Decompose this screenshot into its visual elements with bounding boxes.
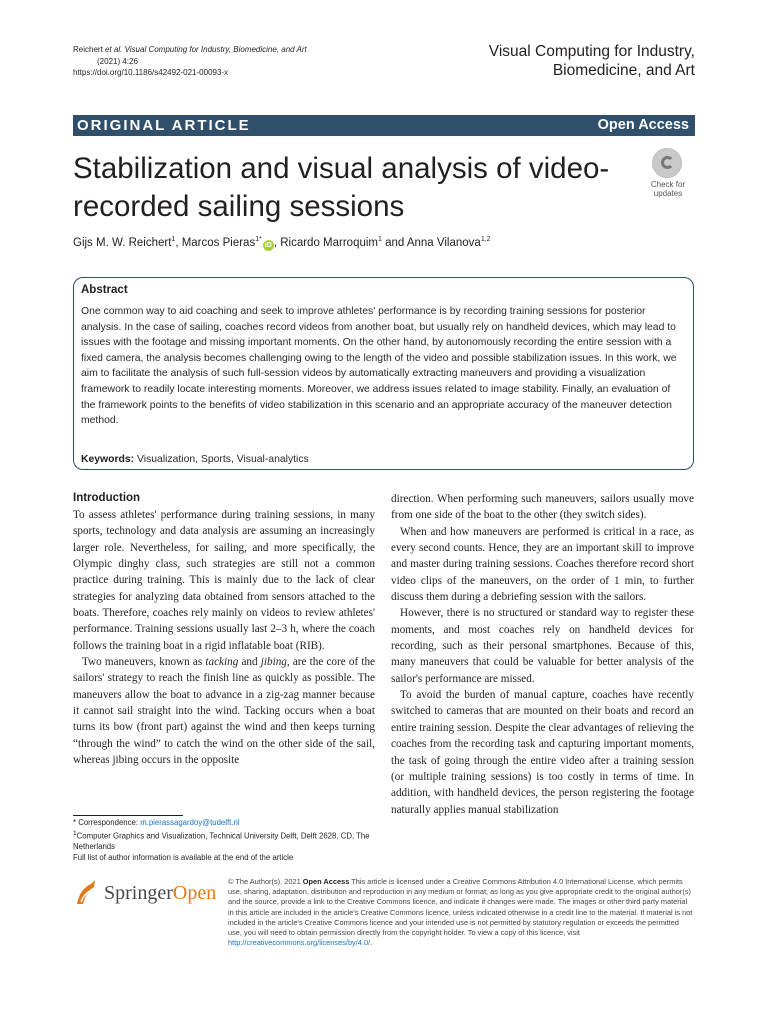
footnotes: [73, 818, 375, 864]
license-url-link[interactable]: http://creativecommons.org/licenses/by/4.0/: [228, 938, 371, 948]
full-list-note: Full list of author information is available at the end of the article: [73, 852, 294, 862]
springer-horse-icon: [73, 878, 99, 906]
introduction-heading: Introduction: [73, 492, 141, 504]
correspondence-email-link[interactable]: m.pierassagardoy@tudelft.nl: [140, 818, 240, 827]
body-paragraph: However, there is no structured or standard way to register these moments, and most coaches rely on handheld devices for recording, such as their personal smartphones. Because of this, many maneuvers that could be valuable for better analysis of the sailor's performance are missed.: [391, 607, 694, 685]
check-updates-icon: [652, 148, 682, 178]
body-paragraph: To assess athletes' performance during training sessions, in many sports, technology and data analysis are assuming an increasingly larger role. Nevertheless, for sailing, and more specifically, the Olympic dinghy class, such strategies are still not a common practice during training. This is mainly due to the lack of clear strategies for analyzing data obtained from sensors attached to the boats. Therefore, coaches rely mainly on videos to review athletes' performance. Training sessions usually last 2–3 h, where the coach follows the training boat in a rigid inflatable boat (RIB).: [73, 509, 375, 652]
body-paragraph: direction. When performing such maneuvers, sailors usually move from one side of the boat to the other (they switch sides).: [391, 493, 694, 522]
body-text: , are the core of the sailors' strategy to reach the finish line as quickly as possible. The maneuvers allow the boat to advance in a zig-zag manner because it cannot sail straight into the wind. Tacking occurs when a boat turns its bow (front part) against the wind and then keeps turning “through the wind” to catch the wind on the other side of the sail, whereas jibing occurs in the opposite: [73, 656, 376, 767]
citation-volume: (2021) 4:26: [97, 56, 138, 66]
check-for-updates-badge[interactable]: [640, 148, 696, 200]
license-text: [228, 877, 694, 948]
author-name: Gijs M. W. Reichert: [73, 236, 172, 249]
author-list: [73, 232, 673, 251]
body-column-right: [391, 491, 694, 818]
check-updates-line1: Check for: [650, 180, 686, 189]
author-name: , Marcos Pieras: [175, 236, 256, 249]
open-access-label: Open Access: [597, 117, 689, 133]
term-jibing: jibing: [260, 656, 287, 669]
springer-open-logo: [73, 876, 218, 908]
body-text: and: [238, 656, 261, 669]
term-tacking: tacking: [205, 656, 239, 669]
check-updates-line2: updates: [653, 189, 683, 198]
keywords-line: [81, 452, 686, 467]
author-name: , Ricardo Marroquim: [273, 236, 378, 249]
keywords-label: Keywords:: [81, 454, 135, 465]
author-sup: 1: [378, 236, 382, 243]
journal-name-line1: Visual Computing for Industry,: [488, 43, 695, 60]
body-text: Two maneuvers, known as: [82, 656, 206, 669]
correspondence-label: * Correspondence:: [73, 818, 141, 827]
article-type-banner: [73, 115, 695, 136]
license-end: .: [370, 938, 373, 948]
article-title: Stabilization and visual analysis of video-recorded sailing sessions: [73, 152, 610, 223]
affiliation-text: Computer Graphics and Visualization, Technical University Delft, Delft 2628, CD, The Netherlands: [73, 831, 370, 852]
license-body: This article is licensed under a Creative Commons Attribution 4.0 International License, which permits use, sharing, adaptation, distribution and reproduction in any medium or format, as long as you give appropriate credit to the original author(s) and the source, provide a link to the Creative Commons licence, and indicate if changes were made. The images or other third party material in this article are included in the article's Creative Commons licence, unless indicated otherwise in a credit line to the material. If material is not included in the article's Creative Commons licence and your intended use is not permitted by statutory regulation or exceeds the permitted use, you will need to obtain permission directly from the copyright holder. To view a copy of this licence, visit: [228, 877, 693, 938]
body-paragraph: When and how maneuvers are performed is critical in a race, as every second counts. Hence, they are an important skill to improve and master during training sessions. Coaches therefore record short video clips of the maneuvers, on the order of 1 min, to further discuss them during a debriefing session with the sailors.: [391, 525, 694, 604]
journal-name: [395, 42, 695, 80]
author-sup: 1: [171, 236, 176, 243]
keywords-list: Visualization, Sports, Visual-analytics: [134, 454, 309, 465]
author-name: and Anna Vilanova: [381, 236, 481, 249]
journal-name-line2: Biomedicine, and Art: [552, 62, 695, 79]
body-paragraph: [73, 654, 375, 768]
author-sup: 1,2: [480, 236, 491, 243]
citation-block: [73, 44, 393, 79]
abstract-text: One common way to aid coaching and seek to improve athletes' performance is by recording training sessions for posterior analysis. In the case of sailing, coaches record videos from another boat, but usually rely on handheld devices, which may lead to issues with the footage and missing important moments. On the other hand, by autonomously recording the entire session with a fixed camera, the analysis becomes challenging owing to the length of the video and possible stabilization issues. In this work, we aim to facilitate the analysis of such full-session videos by automatically extracting maneuvers and providing a visualization framework to readily locate interesting moments. Moreover, we address issues related to image stability. Finally, an evaluation of the framework points to the benefits of video stabilization in this scenario and an appropriate accuracy of the maneuver detection method.: [81, 306, 677, 427]
citation-journal: et al. Visual Computing for Industry, Biomedicine, and Art: [105, 45, 307, 54]
body-column-left: [73, 507, 375, 769]
copyright: © The Author(s). 2021: [228, 877, 303, 886]
open-word: Open: [172, 882, 217, 904]
license-open-access: Open Access: [302, 877, 350, 886]
abstract-heading: Abstract: [81, 284, 128, 296]
footnote-divider: [73, 815, 183, 816]
author-sup: 1*: [255, 236, 262, 243]
article-type: ORIGINAL ARTICLE: [77, 117, 251, 134]
doi-link[interactable]: https://doi.org/10.1186/s42492-021-00093-x: [73, 68, 229, 77]
orcid-icon[interactable]: iD: [264, 241, 272, 249]
body-paragraph: To avoid the burden of manual capture, coaches have recently switched to cameras that are mounted on their boats and record an entire training session. Despite the clear advantages of relieving the coaches from the recording task and capturing important moments, the task of going through the entire video after a training session (or multiple training sessions) is too costly in terms of time. In addition, with handheld devices, the person registering the footage naturally applies manual stabilization: [391, 689, 694, 816]
springer-word: Springer: [104, 882, 173, 904]
affiliation-sup: 1: [73, 829, 77, 837]
citation-authors: Reichert: [73, 45, 106, 54]
